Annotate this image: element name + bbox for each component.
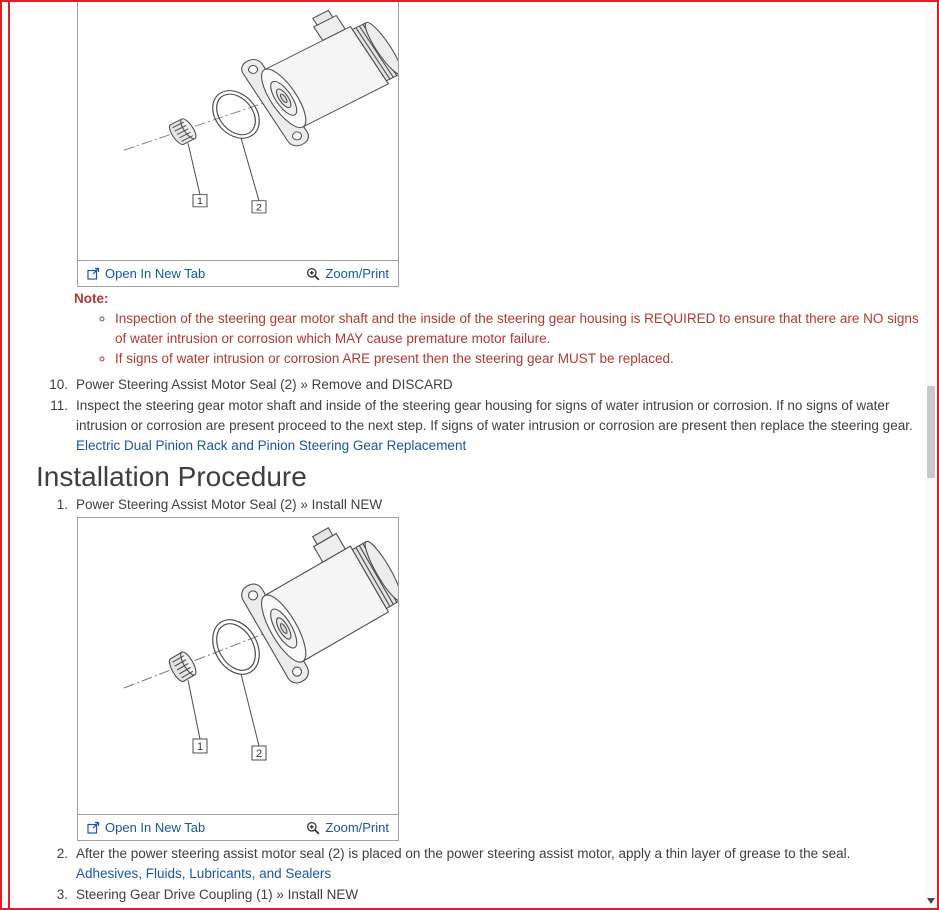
open-in-new-tab-label: Open In New Tab: [105, 820, 206, 835]
scrollbar-thumb[interactable]: [927, 386, 935, 478]
step-number: 3.: [56, 887, 68, 902]
motor-seal-illustration: [78, 518, 398, 814]
steering-gear-replacement-link[interactable]: Electric Dual Pinion Rack and Pinion Steering Gear Replacement: [76, 438, 467, 453]
open-in-new-tab-label: Open In New Tab: [105, 266, 206, 281]
removal-step-11: [36, 396, 937, 456]
step-text: Inspect the steering gear motor shaft and inside of the steering gear housing for signs of water intrusion or corrosion. If no signs of water intrusion or corrosion are present proceed to the next step. If signs of water intrusion or corrosion are present then replace the steering gear.: [76, 398, 913, 433]
magnifier-icon: [306, 267, 320, 281]
step-number: 10.: [49, 377, 68, 392]
step-text: Power Steering Assist Motor Seal (2) » Install NEW: [76, 497, 383, 512]
installation-procedure-heading: Installation Procedure: [36, 461, 307, 492]
zoom-print-link[interactable]: [306, 266, 389, 281]
vertical-scrollbar[interactable]: [925, 2, 937, 908]
zoom-print-link[interactable]: [306, 820, 389, 835]
installation-steps: [36, 844, 937, 905]
motor-seal-illustration: [78, 2, 398, 260]
figure-motor-seal-removal: [77, 2, 399, 287]
step-number: 1.: [56, 497, 68, 512]
zoom-print-label: Zoom/Print: [325, 820, 389, 835]
step-number: 11.: [50, 398, 68, 413]
open-in-new-tab-link[interactable]: [87, 266, 205, 281]
figure-toolbar: [78, 260, 398, 286]
step-number: 2.: [56, 846, 68, 861]
adhesives-fluids-link[interactable]: Adhesives, Fluids, Lubricants, and Sealers: [76, 866, 332, 881]
step-text: After the power steering assist motor seal (2) is placed on the power steering assist motor, apply a thin layer of grease to the seal.: [76, 846, 851, 861]
removal-steps: [36, 375, 937, 456]
step-text: Power Steering Assist Motor Seal (2) » Remove and DISCARD: [76, 377, 453, 392]
figure-toolbar: [78, 814, 398, 840]
install-step-1: [36, 495, 937, 515]
figure-motor-seal-install: [77, 517, 399, 841]
removal-step-10: [36, 375, 937, 395]
open-in-new-tab-icon: [87, 267, 100, 280]
note-label: Note:: [74, 291, 109, 306]
note-item: ◦ Inspection of the steering gear motor shaft and the inside of the steering gear housing is REQUIRED to ensure that there are NO signs of water intrusion or corrosion which MAY cause premature motor failure.: [115, 309, 926, 349]
note-block: [74, 289, 926, 369]
installation-steps: [36, 495, 937, 515]
open-in-new-tab-link[interactable]: [87, 820, 205, 835]
scroll-down-arrow-icon[interactable]: [927, 898, 935, 904]
open-in-new-tab-icon: [87, 821, 100, 834]
note-list: [74, 309, 926, 369]
magnifier-icon: [306, 821, 320, 835]
step-text: Steering Gear Drive Coupling (1) » Install NEW: [76, 887, 359, 902]
note-item: ◦ If signs of water intrusion or corrosion ARE present then the steering gear MUST be replaced.: [115, 349, 926, 369]
install-step-3: [36, 885, 937, 905]
install-step-2: [36, 844, 937, 884]
annotation-line: [8, 2, 10, 908]
zoom-print-label: Zoom/Print: [325, 266, 389, 281]
